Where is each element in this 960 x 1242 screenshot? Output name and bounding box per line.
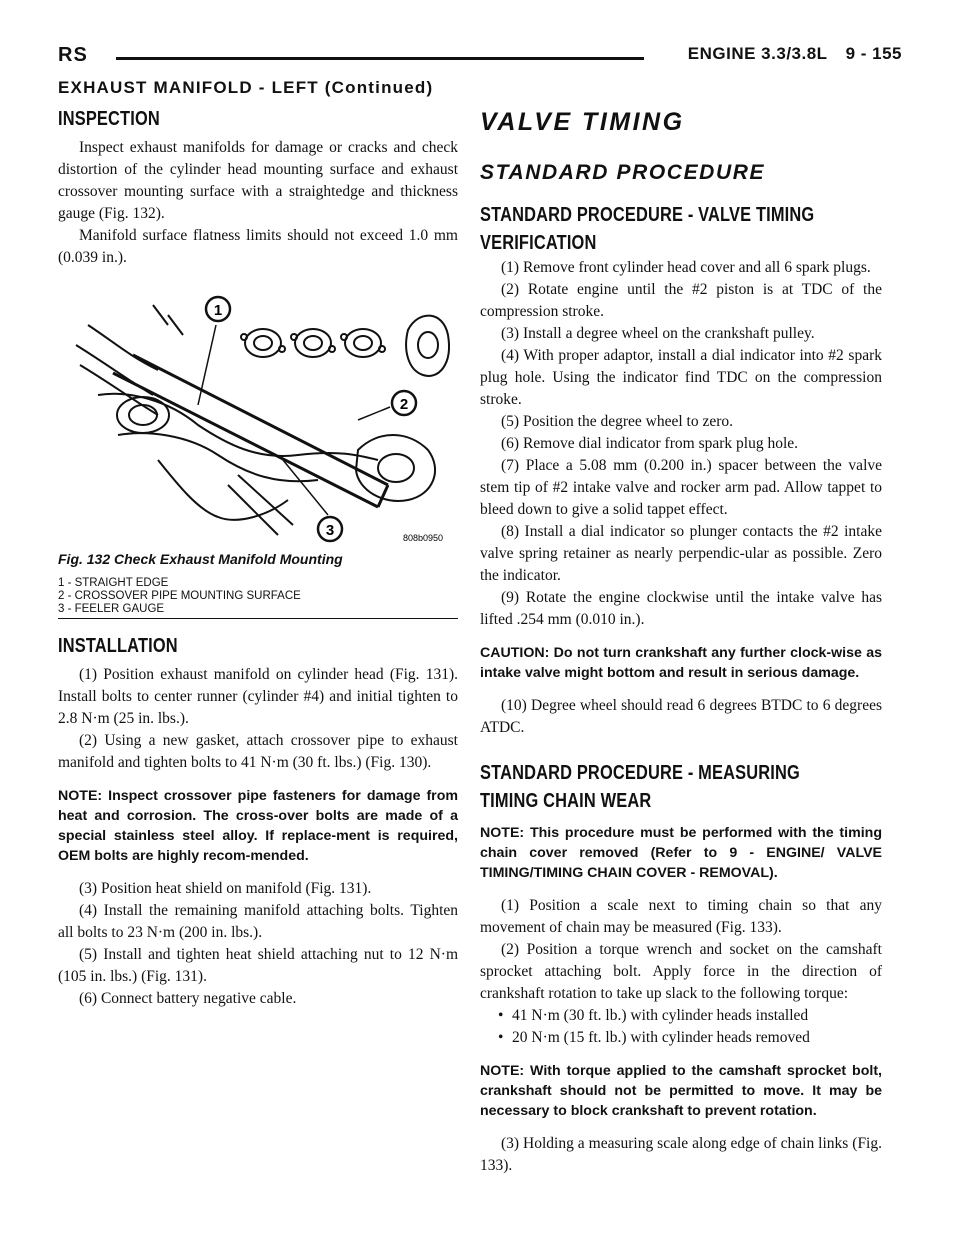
step: (3) Holding a measuring scale along edge of chain links (Fig. 133). (480, 1135, 882, 1174)
valve-timing-steps (480, 257, 882, 631)
step: (3) Install a degree wheel on the crankshaft pulley. (501, 325, 815, 342)
left-column (58, 108, 458, 1010)
procedure-heading-chain-wear: STANDARD PROCEDURE - MEASURING (480, 762, 800, 784)
header-title-block (670, 44, 902, 64)
callout-3: 3 (325, 522, 335, 539)
installation-steps-continued (58, 878, 458, 1010)
step: (10) Degree wheel should read 6 degrees BTDC to 6 degrees ATDC. (480, 697, 882, 736)
figure-132 (58, 285, 458, 547)
step: (3) Position heat shield on manifold (Fig. 131). (79, 880, 372, 897)
page-header (58, 44, 902, 70)
installation-steps (58, 664, 458, 774)
legend-item: 3 - FEELER GAUGE (58, 603, 165, 615)
torque-note: NOTE: With torque applied to the camshaft sprocket bolt, crankshaft should not be permitted to move. It may be necessary to block crankshaft to prevent rotation. (480, 1063, 882, 1119)
inspection-text (58, 137, 458, 269)
step: (1) Remove front cylinder head cover and all 6 spark plugs. (501, 259, 871, 276)
chain-wear-steps (480, 895, 882, 1005)
step: (1) Position a scale next to timing chain so that any movement of chain may be measured (Fig. 133). (480, 897, 882, 936)
paragraph: Manifold surface flatness limits should not exceed 1.0 mm (0.039 in.). (58, 227, 458, 266)
standard-procedure-heading: STANDARD PROCEDURE (480, 161, 766, 184)
figure-code: 808b0950 (402, 533, 443, 543)
header-rule (116, 57, 644, 60)
procedure-heading-chain-wear-2: TIMING CHAIN WEAR (480, 790, 652, 812)
step: (6) Connect battery negative cable. (79, 990, 297, 1007)
right-column (480, 108, 882, 1177)
step: (7) Place a 5.08 mm (0.200 in.) spacer between the valve stem tip of #2 intake valve and rocker arm pad. Allow tappet to bleed down to give a solid tappet effect. (480, 457, 882, 518)
caution-note: CAUTION: Do not turn crankshaft any further clock-wise as intake valve might bottom and result in serious damage. (480, 645, 882, 681)
exhaust-manifold-illustration (58, 285, 458, 547)
procedure-heading-valve-timing-2: VERIFICATION (480, 232, 597, 254)
installation-heading: INSTALLATION (58, 635, 178, 657)
step: (2) Rotate engine until the #2 piston is at TDC of the compression stroke. (480, 281, 882, 320)
page-number: 9 - 155 (845, 44, 902, 63)
valve-timing-heading: VALVE TIMING (480, 108, 685, 136)
step: (9) Rotate the engine clockwise until the intake valve has lifted .254 mm (0.010 in.). (480, 589, 882, 628)
paragraph: Inspect exhaust manifolds for damage or cracks and check distortion of the cylinder head mounting surface and exhaust crossover mounting surface with a straightedge and thickness gauge (Fig. 132). (58, 139, 458, 222)
step: (2) Position a torque wrench and socket on the camshaft sprocket attaching bolt. Apply force in the direction of crankshaft rotation to take up slack to the following torque: (480, 941, 882, 1002)
legend-item: 1 - STRAIGHT EDGE (58, 577, 169, 589)
step: (8) Install a dial indicator so plunger contacts the #2 intake valve spring retainer as nearly perpendic-ular as possible. Zero the indicator. (480, 523, 882, 584)
step: (4) Install the remaining manifold attaching bolts. Tighten all bolts to 23 N·m (200 in. lbs.). (58, 902, 458, 941)
inspection-heading: INSPECTION (58, 108, 160, 130)
section-continued-heading: EXHAUST MANIFOLD - LEFT (Continued) (58, 78, 434, 97)
figure-caption: Fig. 132 Check Exhaust Manifold Mounting (58, 551, 343, 567)
procedure-heading-valve-timing: STANDARD PROCEDURE - VALVE TIMING (480, 204, 815, 226)
legend-item: 2 - CROSSOVER PIPE MOUNTING SURFACE (58, 590, 301, 602)
step: (6) Remove dial indicator from spark plug hole. (501, 435, 799, 452)
step: (4) With proper adaptor, install a dial indicator into #2 spark plug hole. Using the indicator find TDC on the compression stroke. (480, 347, 882, 408)
installation-note: NOTE: Inspect crossover pipe fasteners for damage from heat and corrosion. The cross-over bolts are made of a special stainless steel alloy. If replace-ment is required, OEM bolts are highly recom-mended. (58, 788, 458, 864)
header-section-code: RS (58, 44, 88, 66)
step: (1) Position exhaust manifold on cylinder head (Fig. 131). Install bolts to center runner (cylinder #4) and initial tighten to 2.8 N·m (25 in. lbs.). (58, 666, 458, 727)
removal-note: NOTE: This procedure must be performed with the timing chain cover removed (Refer to 9 - ENGINE/ VALVE TIMING/TIMING CHAIN COVER - REMOVAL). (480, 825, 882, 881)
step: (5) Install and tighten heat shield attaching nut to 12 N·m (105 in. lbs.) (Fig. 131). (58, 946, 458, 985)
torque-bullet: • 20 N·m (15 ft. lb.) with cylinder heads removed (512, 1027, 882, 1049)
header-title: ENGINE 3.3/3.8L (687, 44, 828, 63)
step: (2) Using a new gasket, attach crossover pipe to exhaust manifold and tighten bolts to 41 N·m (30 ft. lbs.) (Fig. 130). (58, 732, 458, 771)
figure-legend (58, 577, 458, 616)
torque-bullet: • 41 N·m (30 ft. lb.) with cylinder heads installed (512, 1005, 882, 1027)
step: (5) Position the degree wheel to zero. (501, 413, 733, 430)
callout-2: 2 (399, 396, 409, 413)
callout-1: 1 (213, 302, 223, 319)
